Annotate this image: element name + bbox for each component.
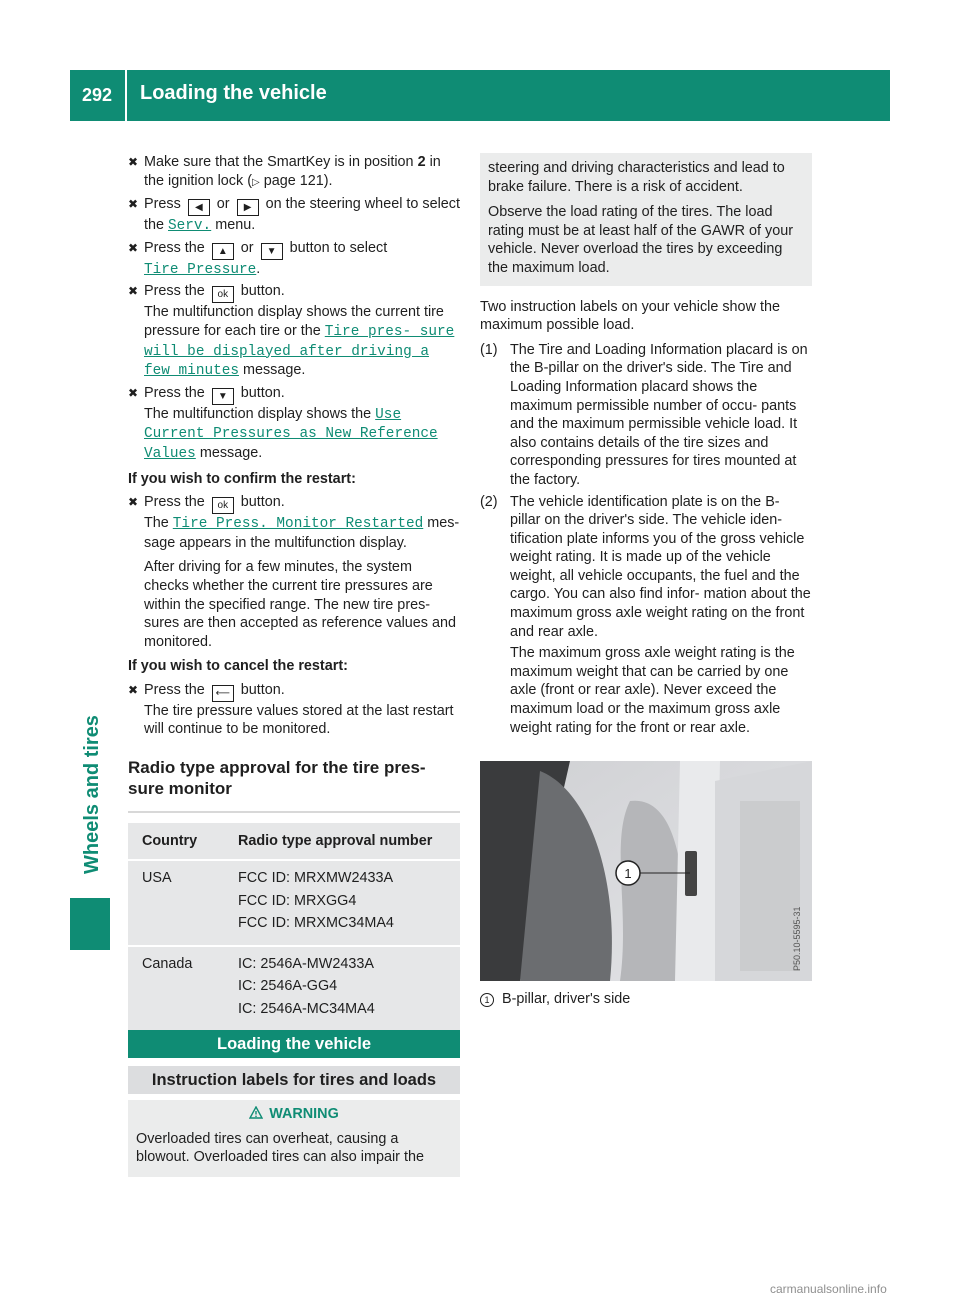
svg-text:1: 1 [624, 866, 632, 881]
step-press-down: ✖ Press the ▼ button. The multifunction display shows the Use Current Pressures as New Reference Values message. [128, 384, 438, 462]
callout-number-icon: 1 [480, 993, 494, 1007]
header-divider [125, 70, 127, 121]
menu-tire-pressure: Tire Pressure [144, 261, 257, 278]
right-button-icon: ▶ [237, 199, 259, 216]
chapter-tab-marker [70, 898, 110, 950]
subsection-bar: Instruction labels for tires and loads [128, 1066, 460, 1094]
display-message: Tire Press. Monitor Restarted [172, 516, 424, 533]
ok-button-icon: ok [212, 286, 234, 303]
column-header-approval: Radio type approval number [224, 823, 460, 859]
step-press-ok: ✖ Press the ok button. The multifunction display shows the current tire pressure for each tire or the Tire pres‑ sure will be displayed after driving a few minutes message. [128, 283, 455, 380]
table-header-row [128, 823, 460, 859]
cancel-restart-heading: If you wish to cancel the restart: [128, 658, 348, 675]
step-select-tire-pressure: ✖ Press the ▲ or ▼ button to select Tire Pressure. [128, 239, 388, 278]
step-arrow-icon: ✖ [128, 284, 139, 299]
left-column [128, 153, 460, 1033]
page-number: 292 [82, 85, 113, 105]
heading-rule [128, 811, 460, 813]
ok-button-icon: ok [212, 497, 234, 514]
down-button-icon: ▼ [212, 388, 234, 405]
b-pillar-photo [480, 761, 812, 981]
right-column [480, 153, 812, 740]
svg-text:P50.10-5595-31: P50.10-5595-31 [792, 906, 802, 971]
list-item: (2) The vehicle identification plate is on the B- pillar on the driver's side. The vehicle iden- tification plate informs you of the gross vehicle weight rating. It is made up of the vehicle weight, all vehicle occupants, the fuel and the cargo. You can also find infor- mation about the maximum gross axle weight rating on the front and rear axle. The maximum gross axle weight rating is the maximum weight that can be carried by one axle (front or rear axle). Never exceed the maximum load or the maximum gross axle weight rating for the front or rear axle. [480, 493, 811, 736]
step-press-left-right: ✖ Press ◀ or ▶ on the steering wheel to select the Serv. menu. [128, 196, 460, 235]
page-ref-icon: ▷ [252, 176, 260, 188]
country-cell: USA [128, 861, 224, 945]
step-confirm-ok: ✖ Press the ok button. The Tire Press. Monitor Restarted mes- sage appears in the multifunction display. [128, 494, 460, 551]
warning-continuation: steering and driving characteristics and lead to brake failure. There is a risk of accident. Observe the load rating of the tires. The load rating must be at least half of the GAWR of your vehicle. Never overload the tires by exceeding the maximum load. [480, 153, 812, 286]
back-button-icon: ⟵ [212, 685, 234, 702]
list-item: (1) The Tire and Loading Information placard is on the B-pillar on the driver's side. The Tire and Loading Information placard shows the maximum permissible number of occu- pants and the maximum permissible vehicle load. It also contains details of the tire sizes and corresponding pressures for tires mounted at the factory. [480, 341, 808, 488]
warning-text: Overloaded tires can overheat, causing a blowout. Overloaded tires can also impair the [136, 1130, 424, 1166]
step-arrow-icon: ✖ [128, 240, 139, 255]
step-cancel-back: ✖ Press the ⟵ button. The tire pressure values stored at the last restart will continue to be monitored. [128, 681, 454, 738]
step-arrow-icon: ✖ [128, 155, 139, 169]
table-row [128, 861, 460, 945]
display-message: Use Current Pressures as New Reference Values [144, 406, 438, 462]
step-smartkey: ✖ Make sure that the SmartKey is in position 2 in the ignition lock (▷ page 121). [128, 154, 441, 189]
radio-approval-table [128, 821, 460, 1033]
down-button-icon: ▼ [261, 243, 283, 260]
table-row [128, 947, 460, 1031]
step-arrow-icon: ✖ [128, 385, 139, 400]
country-cell: Canada [128, 947, 224, 1031]
confirm-paragraph: After driving for a few minutes, the system checks whether the current tire pressures are within the specified range. The new tire pres- sures are then accepted as reference values and monitored. [144, 559, 456, 650]
warning-box [128, 1100, 460, 1177]
radio-approval-heading: Radio type approval for the tire pres- sure monitor [128, 758, 426, 799]
step-arrow-icon: ✖ [128, 682, 139, 697]
approval-cell: IC: 2546A-MW2433A IC: 2546A-GG4 IC: 2546A-MC34MA4 [224, 947, 460, 1031]
page-title: Loading the vehicle [140, 82, 327, 104]
approval-cell: FCC ID: MRXMW2433A FCC ID: MRXGG4 FCC ID: MRXMC34MA4 [224, 861, 460, 945]
step-arrow-icon: ✖ [128, 495, 139, 510]
step-arrow-icon: ✖ [128, 197, 139, 212]
page-header [70, 70, 890, 121]
menu-serv: Serv. [168, 218, 212, 235]
watermark: carmanualsonline.info [770, 1282, 887, 1296]
photo-caption: 1 B-pillar, driver's side [480, 990, 812, 1009]
display-message: Tire pres‑ sure will be displayed after driving a few minutes [144, 323, 455, 380]
section-bar: Loading the vehicle [128, 1030, 460, 1058]
intro-paragraph: Two instruction labels on your vehicle show the maximum possible load. [480, 298, 780, 334]
up-button-icon: ▲ [212, 243, 234, 260]
chapter-side-tab: Wheels and tires [81, 715, 103, 875]
confirm-restart-heading: If you wish to confirm the restart: [128, 470, 356, 487]
left-button-icon: ◀ [188, 199, 210, 216]
warning-triangle-icon [249, 1106, 263, 1119]
b-pillar-illustration [480, 761, 812, 981]
warning-title: WARNING [136, 1105, 452, 1124]
column-header-country: Country [128, 823, 224, 859]
